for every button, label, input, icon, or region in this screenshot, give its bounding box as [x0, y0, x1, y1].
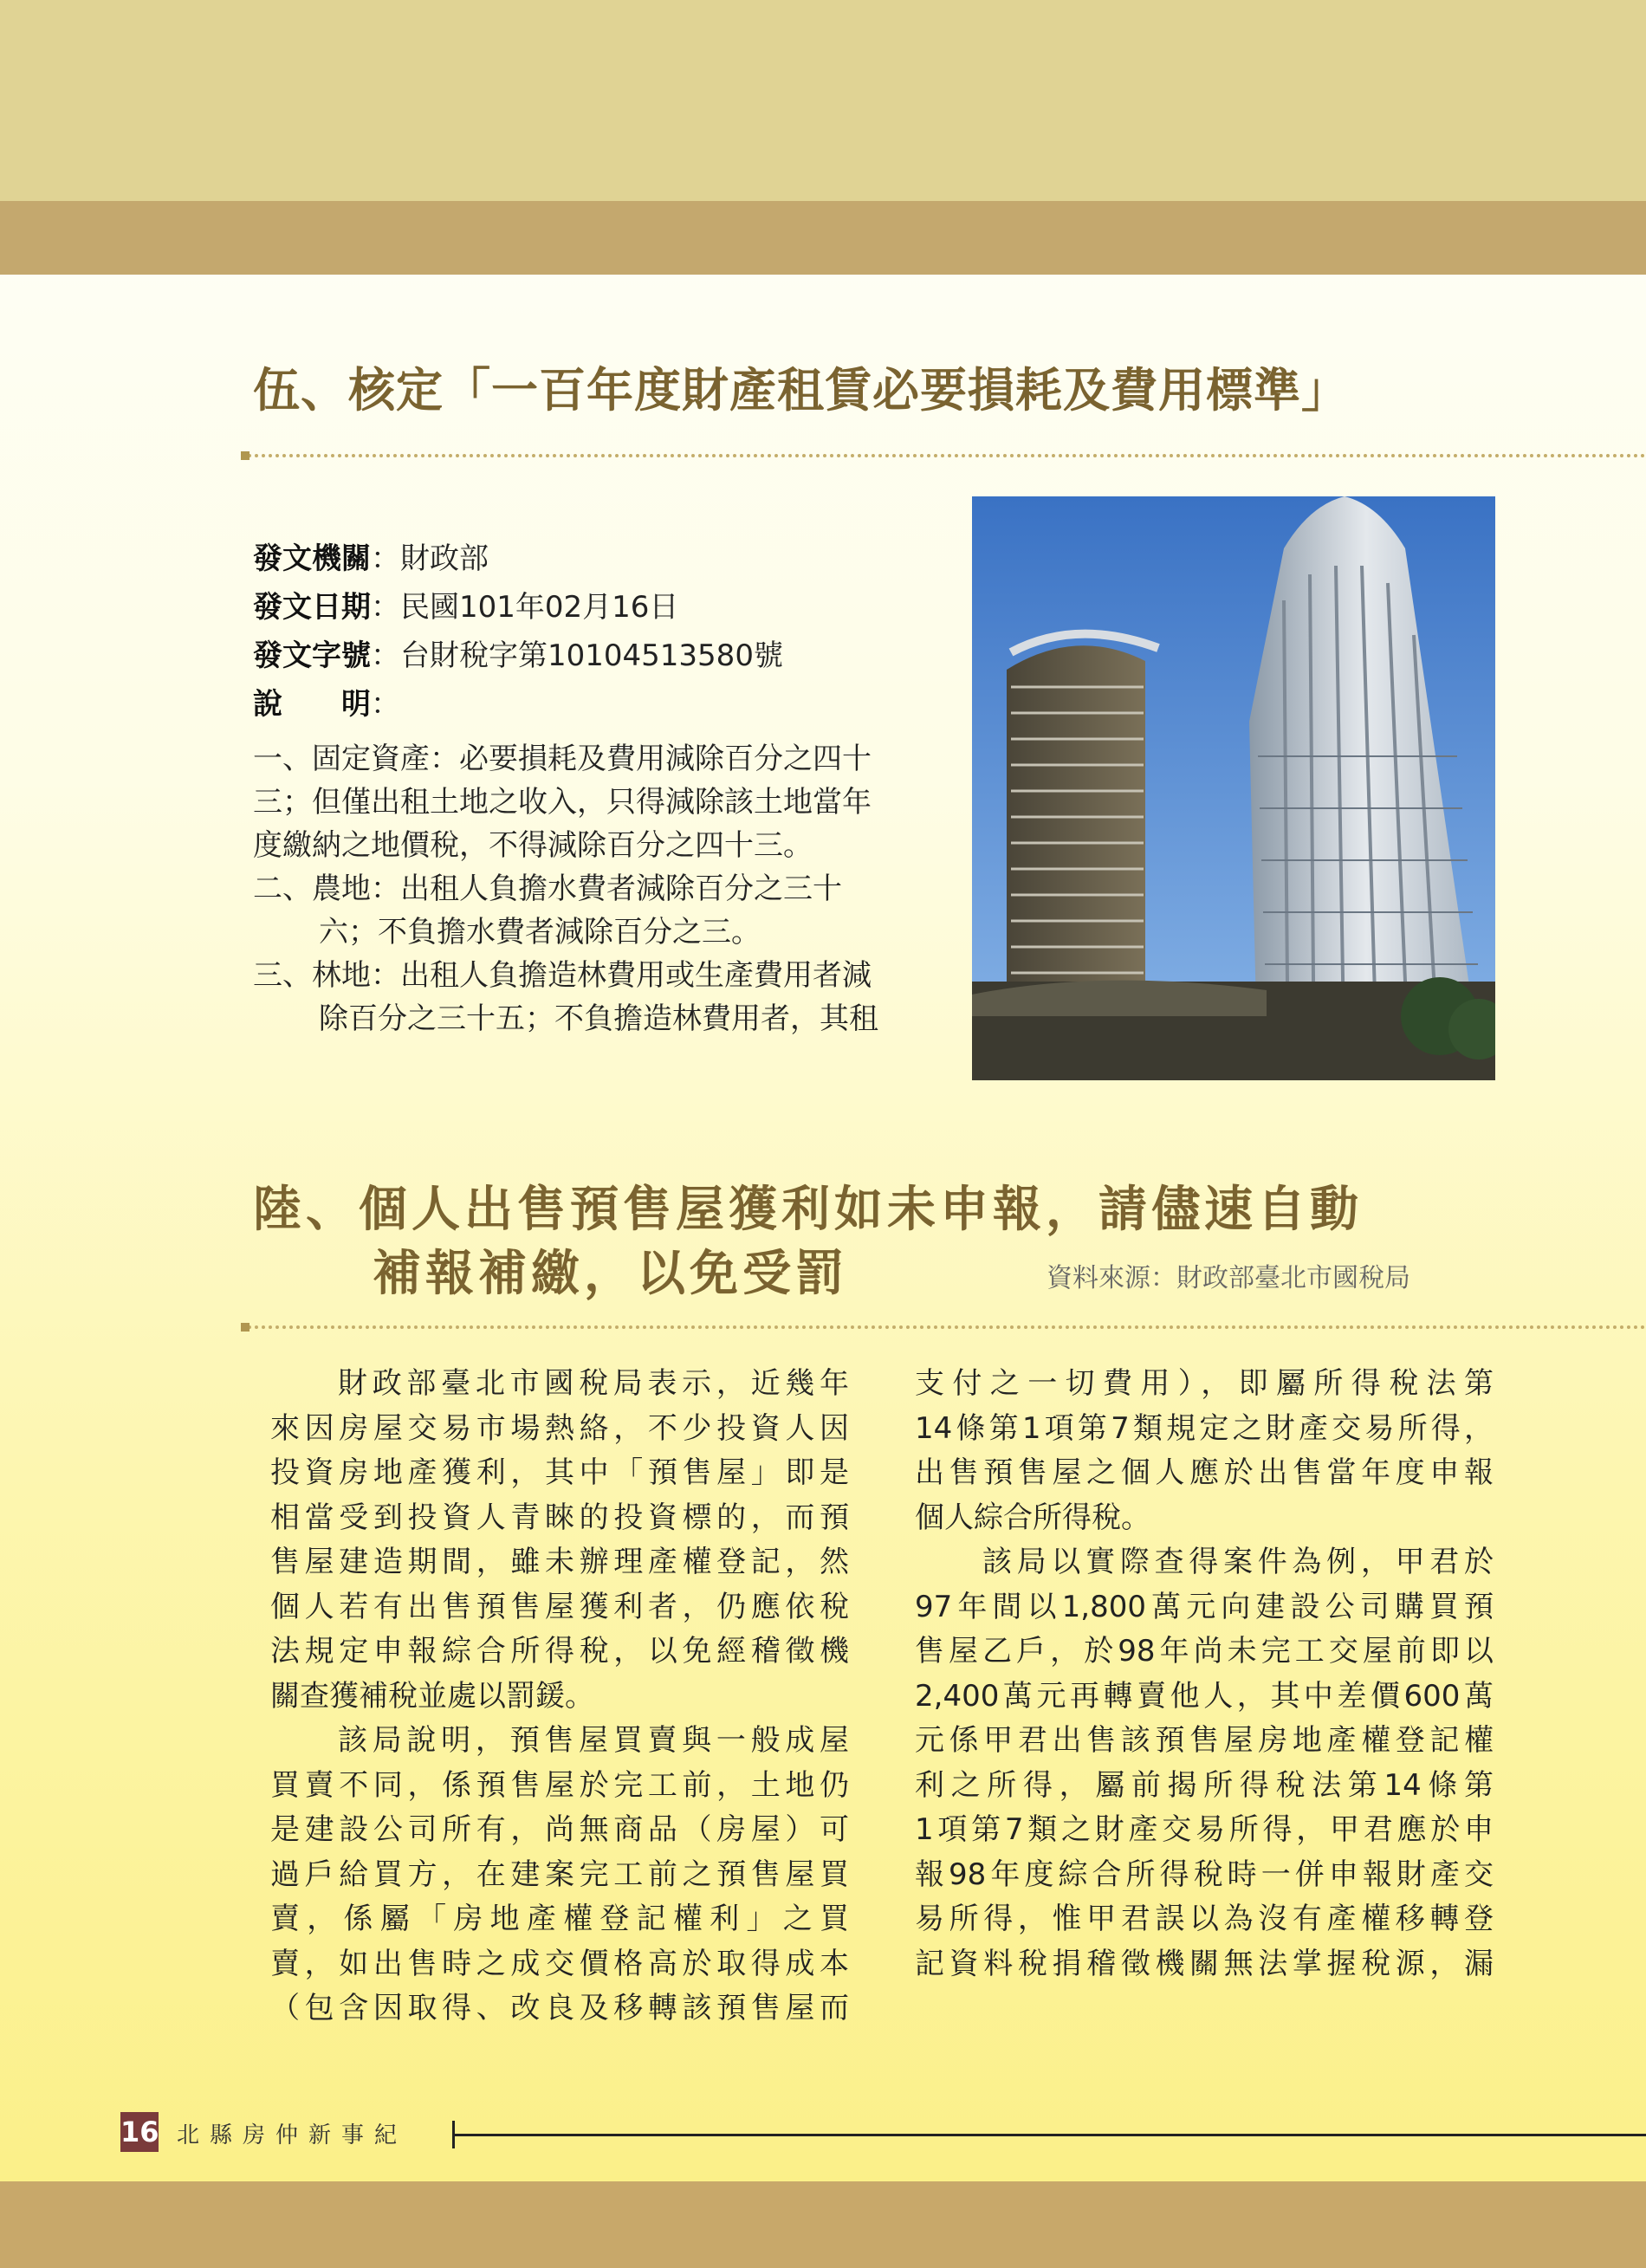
meta-description: 說 明： [253, 687, 400, 722]
text-line: 買賣不同，係預售屋於完工前，土地仍 [270, 1767, 849, 1803]
item-line: 三；但僅出租土地之收入，只得減除該土地當年 [253, 785, 872, 820]
text-line: 售屋建造期間，雖未辦理產權登記，然 [270, 1545, 849, 1579]
text-line: 該局以實際查得案件為例，甲君於 [982, 1545, 1494, 1579]
right-column [915, 1362, 1494, 1986]
footer-bar [0, 2181, 1646, 2268]
section5-divider [241, 454, 1646, 457]
text-line: 97年間以1,800萬元向建設公司購買預 [915, 1589, 1494, 1624]
item-line: 三、林地：出租人負擔造林費用或生產費用者減 [253, 958, 872, 993]
text-line: 關查獲補稅並處以罰鍰。 [270, 1678, 594, 1714]
text-line: 記資料稅捐稽徵機關無法掌握稅源，漏 [915, 1946, 1494, 1981]
footer-rule [452, 2134, 1646, 2136]
section6-title-line1: 陸、個人出售預售屋獲利如未申報，請儘速自動 [253, 1182, 1363, 1238]
text-line: 利之所得，屬前揭所得稅法第14條第 [915, 1767, 1494, 1803]
text-line: 法規定申報綜合所得稅，以免經稽徵機 [270, 1634, 849, 1669]
text-line: 賣，係屬「房地產權登記權利」之買 [270, 1902, 849, 1936]
text-line: 過戶給買方，在建案完工前之預售屋買 [270, 1857, 849, 1892]
header-band [0, 0, 1646, 201]
text-line: 賣，如出售時之成交價格高於取得成本 [270, 1946, 849, 1981]
building-photo [972, 496, 1495, 1080]
meta-date: 發文日期：民國101年02月16日 [253, 590, 679, 625]
left-column [270, 1362, 849, 2031]
text-line: 支付之一切費用），即屬所得稅法第 [915, 1366, 1494, 1401]
text-line: 報98年度綜合所得稅時一併申報財產交 [915, 1857, 1494, 1892]
text-line: 元係甲君出售該預售屋房地產權登記權 [915, 1723, 1494, 1758]
text-line: 14條第1項第7類規定之財產交易所得， [915, 1410, 1494, 1446]
section5-title: 伍、核定「一百年度財產租賃必要損耗及費用標準」 [253, 363, 1349, 418]
source-note: 資料來源：財政部臺北市國稅局 [1047, 1263, 1410, 1293]
section6-divider [241, 1325, 1646, 1329]
text-line: 1項第7類之財產交易所得，甲君應於申 [915, 1812, 1494, 1847]
text-line: 投資房地產獲利，其中「預售屋」即是 [270, 1455, 849, 1490]
meta-doc-number: 發文字號：台財稅字第10104513580號 [253, 638, 783, 673]
publication-title: 北縣房仲新事紀 [177, 2122, 408, 2148]
text-line: 個人若有出售預售屋獲利者，仍應依稅 [270, 1589, 849, 1624]
item-line: 一、固定資產：必要損耗及費用減除百分之四十 [253, 742, 872, 776]
text-line: 出售預售屋之個人應於出售當年度申報 [915, 1455, 1494, 1490]
item-line: 除百分之三十五；不負擔造林費用者，其租 [319, 1001, 878, 1036]
page-number: 16 [120, 2112, 159, 2152]
text-line: 財政部臺北市國稅局表示，近幾年 [338, 1366, 849, 1401]
item-line: 度繳納之地價稅，不得減除百分之四十三。 [253, 828, 813, 863]
text-line: 售屋乙戶，於98年尚未完工交屋前即以 [915, 1634, 1494, 1669]
header-bar [0, 201, 1646, 275]
text-line: 易所得，惟甲君誤以為沒有產權移轉登 [915, 1902, 1494, 1936]
text-line: 來因房屋交易市場熱絡，不少投資人因 [270, 1410, 849, 1446]
item-line: 六；不負擔水費者減除百分之三。 [319, 915, 761, 949]
section5-items [253, 737, 946, 1040]
text-line: 該局說明，預售屋買賣與一般成屋 [338, 1723, 849, 1758]
text-line: 是建設公司所有，尚無商品（房屋）可 [270, 1812, 849, 1847]
meta-agency: 發文機關：財政部 [253, 541, 489, 576]
section6-title-line2: 補報補繳，以免受罰 [373, 1246, 848, 1302]
text-line: （包含因取得、改良及移轉該預售屋而 [270, 1991, 849, 2025]
text-line: 個人綜合所得稅。 [915, 1500, 1150, 1535]
text-line: 2,400萬元再轉賣他人，其中差價600萬 [915, 1678, 1494, 1714]
item-line: 二、農地：出租人負擔水費者減除百分之三十 [253, 872, 842, 906]
text-line: 相當受到投資人青睞的投資標的，而預 [270, 1500, 849, 1535]
